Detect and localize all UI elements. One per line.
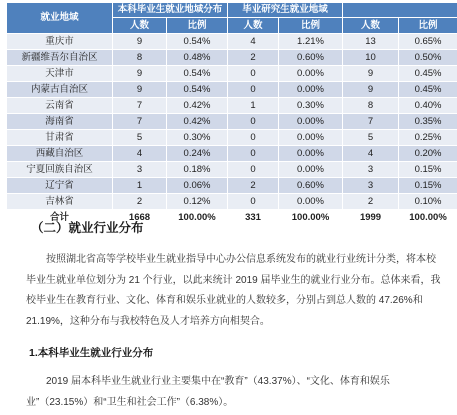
cell-u-count: 5 <box>113 130 167 146</box>
table-row <box>7 34 457 50</box>
cell-g-ratio: 0.00% <box>279 66 343 82</box>
cell-t-ratio: 0.15% <box>399 162 457 178</box>
cell-g-count: 0 <box>228 114 279 130</box>
cell-g-ratio: 0.00% <box>279 114 343 130</box>
cell-u-ratio: 0.12% <box>167 194 228 210</box>
table-row <box>7 130 457 146</box>
cell-u-ratio: 0.24% <box>167 146 228 162</box>
cell-region: 新疆维吾尔自治区 <box>7 50 113 66</box>
table-row <box>7 82 457 98</box>
cell-u-ratio: 0.06% <box>167 178 228 194</box>
cell-t-count: 3 <box>343 178 399 194</box>
table-row <box>7 194 457 210</box>
cell-u-count: 9 <box>113 66 167 82</box>
header-t-count: 人数 <box>343 18 399 34</box>
cell-u-count: 4 <box>113 146 167 162</box>
cell-g-count: 4 <box>228 34 279 50</box>
cell-t-ratio: 0.10% <box>399 194 457 210</box>
cell-u-ratio: 0.42% <box>167 114 228 130</box>
cell-t-count: 4 <box>343 146 399 162</box>
cell-g-count: 2 <box>228 178 279 194</box>
cell-t-ratio: 0.50% <box>399 50 457 66</box>
cell-g-ratio: 1.21% <box>279 34 343 50</box>
cell-g-ratio: 0.30% <box>279 98 343 114</box>
cell-region: 云南省 <box>7 98 113 114</box>
cell-u-count: 2 <box>113 194 167 210</box>
cell-region: 内蒙古自治区 <box>7 82 113 98</box>
cell-u-count: 9 <box>113 34 167 50</box>
cell-g-count: 0 <box>228 146 279 162</box>
section-heading-industry: （二）就业行业分布 <box>31 221 144 235</box>
cell-t-ratio: 0.45% <box>399 66 457 82</box>
cell-t-count: 10 <box>343 50 399 66</box>
region-distribution-table-wrapper <box>6 2 457 226</box>
cell-g-count: 1 <box>228 98 279 114</box>
cell-t-ratio: 0.20% <box>399 146 457 162</box>
table-row <box>7 146 457 162</box>
table-row <box>7 114 457 130</box>
cell-t-ratio: 0.45% <box>399 82 457 98</box>
table-row <box>7 50 457 66</box>
cell-g-count: 0 <box>228 194 279 210</box>
header-region: 就业地域 <box>7 3 113 34</box>
cell-g-ratio: 0.00% <box>279 146 343 162</box>
cell-t-count: 9 <box>343 66 399 82</box>
header-grad: 毕业研究生就业地域 <box>228 3 343 18</box>
cell-u-ratio: 0.54% <box>167 66 228 82</box>
cell-u-count: 8 <box>113 50 167 66</box>
cell-t-count: 8 <box>343 98 399 114</box>
header-g-count: 人数 <box>228 18 279 34</box>
cell-g-ratio: 0.60% <box>279 178 343 194</box>
cell-t-count: 9 <box>343 82 399 98</box>
subsection-paragraph: 2019 届本科毕业生就业行业主要集中在“教育”（43.37%）、“文化、体育和娱乐业”（23.15%）和“卫生和社会工作”（6.38%）。 <box>26 376 390 408</box>
header-u-count: 人数 <box>113 18 167 34</box>
cell-t-count: 2 <box>343 194 399 210</box>
cell-t-ratio: 0.40% <box>399 98 457 114</box>
cell-region: 吉林省 <box>7 194 113 210</box>
total-cell-region: 合计 <box>7 210 113 226</box>
cell-region: 辽宁省 <box>7 178 113 194</box>
cell-g-count: 0 <box>228 130 279 146</box>
cell-t-count: 13 <box>343 34 399 50</box>
subsection-heading-undergrad-industry: 1.本科毕业生就业行业分布 <box>29 347 154 359</box>
cell-g-ratio: 0.00% <box>279 162 343 178</box>
cell-u-count: 7 <box>113 114 167 130</box>
table-header-row-1 <box>7 3 457 18</box>
table-body <box>7 34 457 226</box>
cell-u-count: 1 <box>113 178 167 194</box>
cell-g-ratio: 0.00% <box>279 130 343 146</box>
header-undergrad: 本科毕业生就业地域分布 <box>113 3 228 18</box>
cell-t-ratio: 0.35% <box>399 114 457 130</box>
cell-u-count: 9 <box>113 82 167 98</box>
cell-region: 海南省 <box>7 114 113 130</box>
section-paragraph: 按照湖北省高等学校毕业生就业指导中心办公信息系统发布的就业行业统计分类，将本校毕业生就业单位划分为 21 个行业，以此来统计 2019 届毕业生的就业行业分布。总体来看，我校毕业生在教育行业、文化、体育和娱乐业就业的人数较多，分别占到总人数的 47.26%和 21.19%，这种分布与我校特色及人才培养方向相契合。 <box>26 254 441 327</box>
cell-region: 天津市 <box>7 66 113 82</box>
table-row <box>7 98 457 114</box>
cell-t-ratio: 0.25% <box>399 130 457 146</box>
cell-t-count: 3 <box>343 162 399 178</box>
cell-g-count: 2 <box>228 50 279 66</box>
cell-region: 重庆市 <box>7 34 113 50</box>
cell-region: 宁夏回族自治区 <box>7 162 113 178</box>
cell-t-count: 5 <box>343 130 399 146</box>
header-total <box>343 3 457 18</box>
total-cell-g-count: 331 <box>228 210 279 226</box>
cell-u-count: 3 <box>113 162 167 178</box>
header-u-ratio: 比例 <box>167 18 228 34</box>
cell-region: 甘肃省 <box>7 130 113 146</box>
total-cell-g-ratio: 100.00% <box>279 210 343 226</box>
cell-g-count: 0 <box>228 66 279 82</box>
cell-g-count: 0 <box>228 162 279 178</box>
cell-u-count: 7 <box>113 98 167 114</box>
cell-u-ratio: 0.42% <box>167 98 228 114</box>
cell-g-count: 0 <box>228 82 279 98</box>
total-cell-t-count: 1999 <box>343 210 399 226</box>
cell-u-ratio: 0.48% <box>167 50 228 66</box>
region-distribution-table <box>6 2 457 226</box>
total-cell-u-count: 1668 <box>113 210 167 226</box>
total-cell-u-ratio: 100.00% <box>167 210 228 226</box>
cell-t-ratio: 0.65% <box>399 34 457 50</box>
total-cell-t-ratio: 100.00% <box>399 210 457 226</box>
cell-g-ratio: 0.00% <box>279 194 343 210</box>
table-row <box>7 178 457 194</box>
cell-u-ratio: 0.54% <box>167 82 228 98</box>
cell-t-ratio: 0.15% <box>399 178 457 194</box>
cell-g-ratio: 0.00% <box>279 82 343 98</box>
cell-t-count: 7 <box>343 114 399 130</box>
cell-u-ratio: 0.54% <box>167 34 228 50</box>
cell-region: 西藏自治区 <box>7 146 113 162</box>
table-row <box>7 162 457 178</box>
cell-u-ratio: 0.18% <box>167 162 228 178</box>
table-row <box>7 66 457 82</box>
cell-u-ratio: 0.30% <box>167 130 228 146</box>
header-t-ratio: 比例 <box>399 18 457 34</box>
header-g-ratio: 比例 <box>279 18 343 34</box>
cell-g-ratio: 0.60% <box>279 50 343 66</box>
